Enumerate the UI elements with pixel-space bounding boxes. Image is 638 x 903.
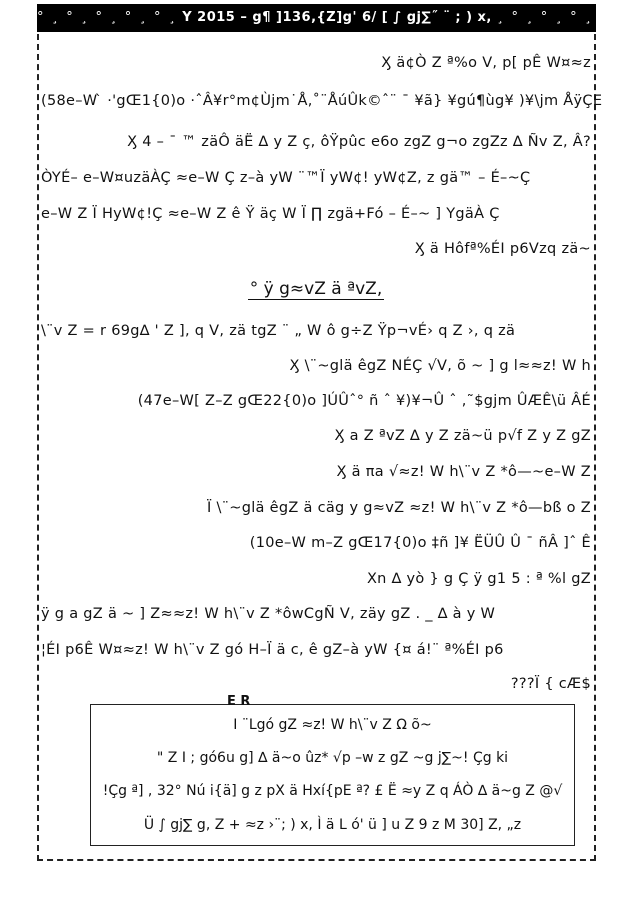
text-line: (58e–W ̀ ·'gŒ1{0)o ·ˆÂ¥r°m¢Ùjm˙Å,˚¨ÅúÛk©ˆ¨ ¯ ¥ã} ¥gú¶ùg¥ )¥\jm ÅÿÇE [41, 93, 603, 109]
box-line: I ¨Lgó gZ ≈z! W h\¨v Z Ω õ~ [233, 717, 432, 733]
box-line: " Z I ; gó6u g] ∆ ä~o ûz* √p –w z gZ ~g j∑~! Çg ki [156, 750, 509, 766]
section-heading-text: ° ÿ g≈vZ ä ªvZ, [249, 279, 383, 299]
text-line: ???Ï { cÆ$ [510, 676, 591, 692]
text-line: e–W Z Ï HyW¢!Ç ≈e–W Z ê Ÿ äç W Ï ∏ zgä+Fó – É–~ ] YgäÀ Ç [41, 206, 500, 222]
stamp-mark: E R [227, 694, 251, 709]
text-line: (47e–W[ Z–Z gŒ22{0)o ]ÚÛˆ° ñ ˆ ¥)¥¬Û ˆ ,˜$gjm ÛÆÊ\ü ÂÉ [137, 393, 591, 409]
text-line: Ӽ 4 – ¯ ™ zäÔ äË ∆ y Z ç, ôŸpûc e6o zgZ g¬o zgZz ∆ Ñv Z, Â? [127, 134, 591, 150]
text-line: Xn ∆ yò } g Ç ÿ g1 5 : ª %l gZ [366, 571, 591, 587]
text-line: Ӽ ä Hôfª%ÉI p6Vzq zä~ [414, 241, 591, 257]
text-line: ÒYÉ– e–W¤uzäÀÇ ≈e–W Ç z–à yW ¨™Ï yW¢! yW¢Z, z gä™ – É–~Ç [41, 170, 531, 186]
header-right-dots: ¸ ° ¸ ° ¸ ° ¸ ° ¸ ° [496, 10, 638, 25]
text-line: Ӽ a Z ªvZ ∆ y Z zä~ü p√f Z y Z gZ [334, 428, 591, 444]
header-left-dots: ° ¸ ° ¸ ° ¸ ° ¸ ° ¸ [37, 10, 178, 25]
text-line: \¨v Z = r 69g∆ ' Z ], q V, zä tgZ ¨ „ W ô g÷Z Ÿp¬vÉ› q Z ›, q zä [41, 323, 516, 339]
footnote-box [90, 694, 575, 846]
section-heading [41, 276, 591, 302]
box-line: !Çg ª] , 32° Nú i{ä] g z pX ä Hxí{pE ª? £ Ë ≈y Z q ÁÒ ∆ ä~g Z @√ [102, 783, 563, 799]
text-line: Ӽ ä¢Ò Z ª%o V, p[ pÊ W¤≈z [381, 55, 591, 71]
text-line: ¦ÉI p6Ê W¤≈z! W h\¨v Z gó H–Ï ä c, ê gZ–à yW {¤ á!¨ ª%ÉI p6 [41, 642, 504, 658]
text-line: (10e–W m–Z gŒ17{0)o ‡ñ ]¥ ËÜÛ Û ¯ ñÂ ]ˆ Ê [249, 535, 591, 551]
text-line: Ï \¨~glä êgZ ä cäg y g≈vZ ≈z! W h\¨v Z *ô—bß o Z [207, 500, 591, 516]
header-title: Y 2015 – g¶ ]136,{Z]g' 6/ [ ∫ gj∑˝ ¨ ; ) x, [182, 10, 492, 25]
text-line: Ӽ \¨~glä êgZ NÉÇ √V, õ ~ ] g l≈≈z! W h [289, 358, 591, 374]
header-bar [37, 4, 638, 32]
text-line: Ӽ ä πa √≈z! W h\¨v Z *ô—~e–W Z [336, 464, 591, 480]
box-line: Ü ∫ gj∑ g, Z + ≈z ›¨; ) x, Ì ä L ó' ü ] u Z 9 z M 30] Z, „z [143, 817, 522, 833]
text-line: ÿ g a gZ ä ~ ] Z≈≈z! W h\¨v Z *ôwCgÑ V, zäy gZ . _ ∆ à y W [41, 606, 496, 622]
